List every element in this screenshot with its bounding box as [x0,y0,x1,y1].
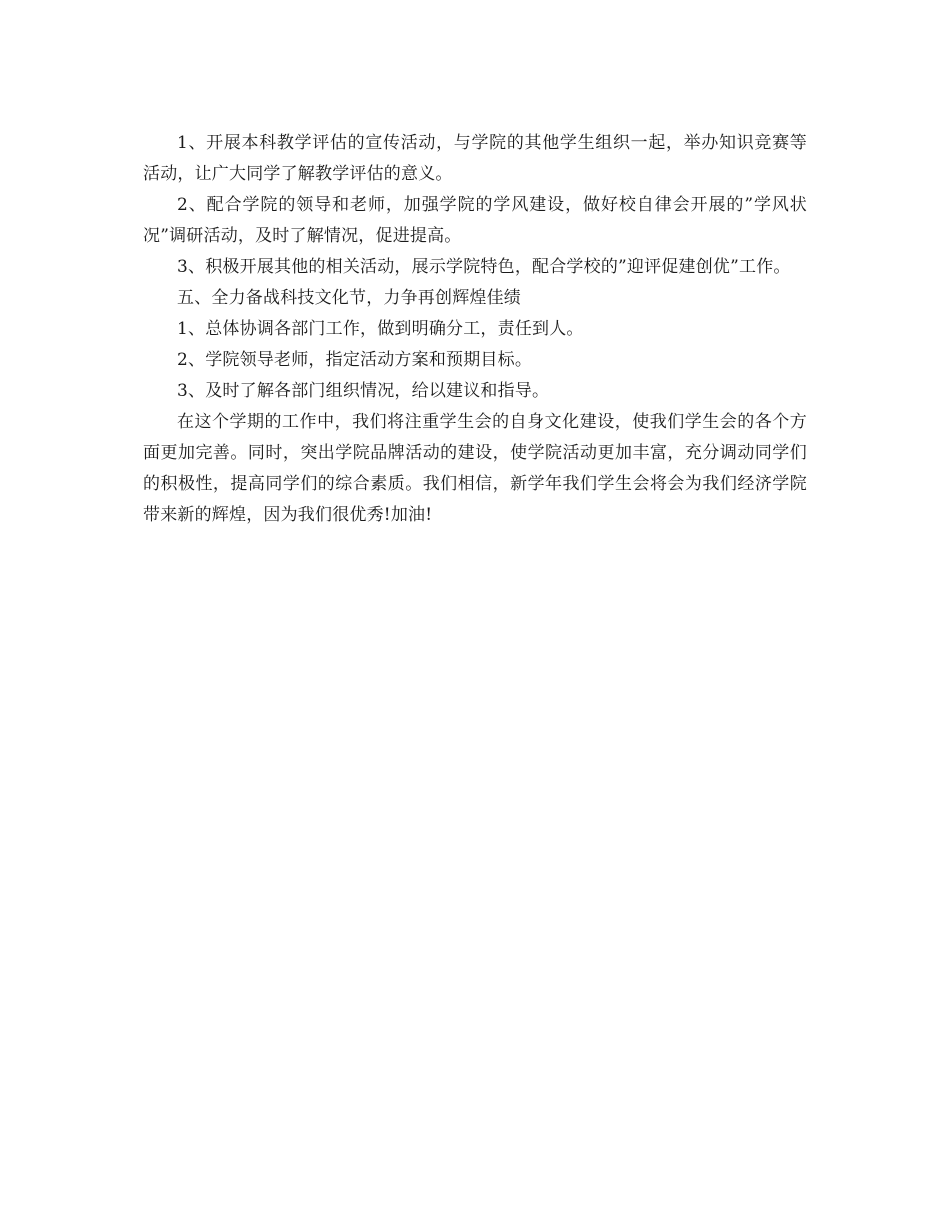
paragraph-6: 3、及时了解各部门组织情况，给以建议和指导。 [177,381,550,401]
document-body [143,128,807,531]
paragraph-2: 2、配合学院的领导和老师，加强学院的学风建设，做好校自律会开展的”学风状况”调研活动，及时了解情况，促进提高。 [143,195,807,246]
paragraph-5: 2、学院领导老师，指定活动方案和预期目标。 [177,350,533,370]
paragraph-3: 3、积极开展其他的相关活动，展示学院特色，配合学校的”迎评促建创优”工作。 [177,257,791,277]
paragraph-4: 1、总体协调各部门工作，做到明确分工，责任到人。 [177,319,584,339]
closing-paragraph: 在这个学期的工作中，我们将注重学生会的自身文化建设，使我们学生会的各个方面更加完善。同时，突出学院品牌活动的建设，使学院活动更加丰富，充分调动同学们的积极性，提高同学们的综合素质。我们相信，新学年我们学生会将会为我们经济学院带来新的辉煌，因为我们很优秀!加油! [143,412,807,525]
section-heading: 五、全力备战科技文化节，力争再创辉煌佳绩 [177,288,521,308]
paragraph-1: 1、开展本科教学评估的宣传活动，与学院的其他学生组织一起，举办知识竞赛等活动，让广大同学了解教学评估的意义。 [143,133,807,184]
